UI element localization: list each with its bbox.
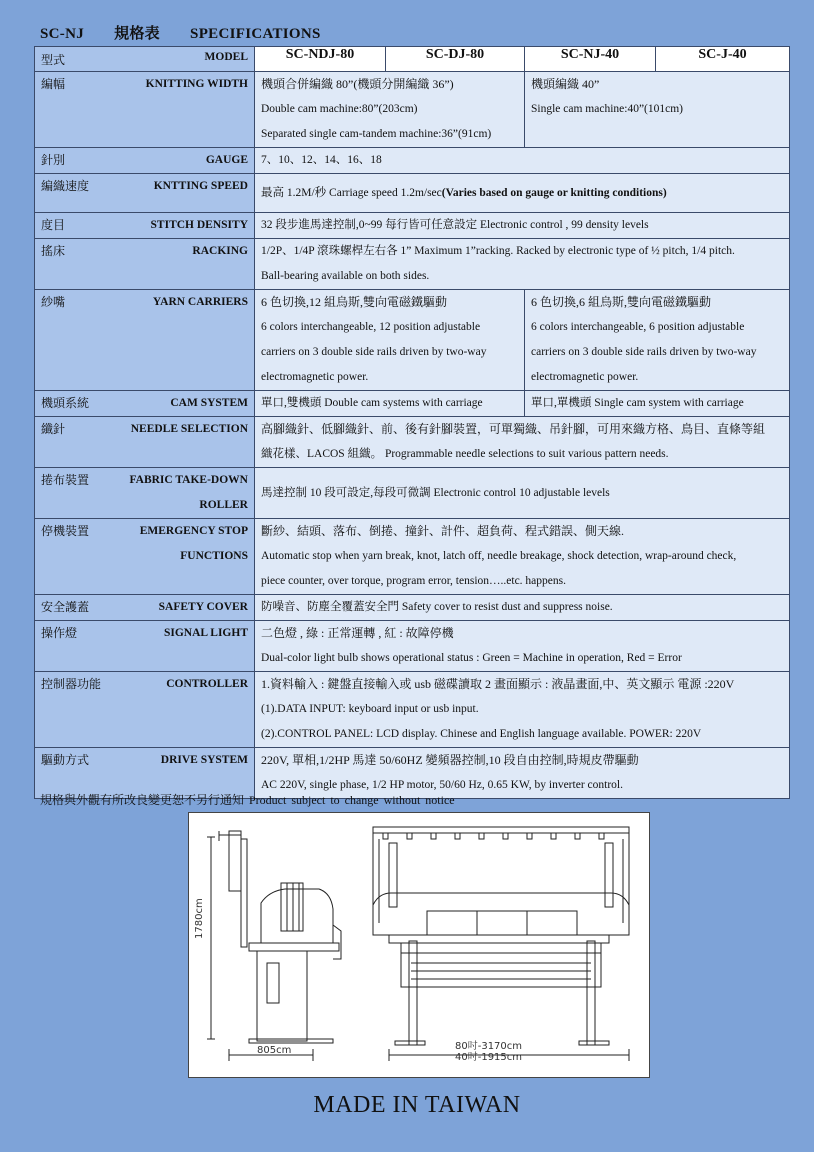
knitting-speed-label bbox=[35, 174, 255, 213]
cam-system-label bbox=[35, 391, 255, 417]
value-line: 6 colors interchangeable, 6 position adjustable bbox=[531, 321, 745, 333]
needle-selection-row bbox=[35, 417, 790, 468]
value-line: 機頭合併編織 80”(機頭分開編織 36”) bbox=[261, 77, 454, 91]
model-sc-dj-80: SC-DJ-80 bbox=[386, 47, 525, 72]
knitting-speed-row bbox=[35, 174, 790, 213]
needle-selection-value bbox=[255, 417, 790, 468]
yarn-carriers-label bbox=[35, 290, 255, 391]
gauge-label bbox=[35, 148, 255, 174]
value-line: Single cam machine:40”(101cm) bbox=[531, 103, 684, 115]
yarn-carriers-40-value bbox=[525, 290, 790, 391]
knitting-width-en: KNITTING WIDTH bbox=[145, 78, 248, 90]
fabric-takedown-zh: 捲布裝置 bbox=[41, 473, 90, 487]
controller-row bbox=[35, 672, 790, 748]
knitting-width-row bbox=[35, 72, 790, 148]
depth-label: 805cm bbox=[257, 1045, 292, 1056]
value-line: carriers on 3 double side rails driven by two-way bbox=[531, 346, 757, 358]
safety-cover-label bbox=[35, 595, 255, 621]
racking-value bbox=[255, 239, 790, 290]
heading-zh: 規格表 bbox=[114, 26, 160, 42]
front-cover-outline bbox=[373, 893, 629, 935]
cam-system-40-value bbox=[525, 391, 790, 417]
signal-light-value bbox=[255, 621, 790, 672]
value-line: 馬達控制 10 段可設定,每段可微調 Electronic control 10 adjustable levels bbox=[261, 486, 610, 499]
value-line: 1/2P、1/4P 滾珠螺桿左右各 1” Maximum 1”racking. Racked by electronic type of ½ pitch, 1/4 pitch. bbox=[261, 245, 735, 257]
knitting-speed-value bbox=[255, 174, 790, 213]
safety-cover-row bbox=[35, 595, 790, 621]
emergency-stop-en-2: FUNCTIONS bbox=[180, 550, 248, 562]
racking-row bbox=[35, 239, 790, 290]
stitch-density-row bbox=[35, 213, 790, 239]
value-line: Double cam machine:80”(203cm) bbox=[261, 103, 418, 115]
front-base-outline bbox=[401, 943, 601, 987]
emergency-stop-en: EMERGENCY STOP bbox=[139, 525, 248, 537]
value-line: electromagnetic power. bbox=[531, 371, 639, 383]
value-line: 1.資料輸入 : 鍵盤直接輸入或 usb 磁碟讀取 2 畫面顯示 : 液晶畫面,中、英文顯示 電源 :220V bbox=[261, 677, 735, 691]
racking-zh: 搖床 bbox=[41, 244, 66, 258]
value-line: 6 colors interchangeable, 12 position adjustable bbox=[261, 321, 481, 333]
value-line: 機頭編織 40” bbox=[531, 77, 600, 91]
page-heading bbox=[40, 22, 343, 43]
gauge-row bbox=[35, 148, 790, 174]
stitch-density-label bbox=[35, 213, 255, 239]
signal-light-en: SIGNAL LIGHT bbox=[163, 627, 248, 639]
safety-cover-en: SAFETY COVER bbox=[158, 601, 248, 613]
height-label: 1780cm bbox=[194, 898, 205, 939]
value-line: Dual-color light bulb shows operational status : Green = Machine in operation, Red = Error bbox=[261, 652, 682, 664]
knitting-speed-zh: 編織速度 bbox=[41, 179, 90, 193]
safety-cover-zh: 安全護蓋 bbox=[41, 600, 90, 614]
yarn-carriers-80-value bbox=[255, 290, 525, 391]
fabric-takedown-row bbox=[35, 468, 790, 519]
fabric-takedown-value bbox=[255, 468, 790, 519]
value-line: 二色燈 , 綠 : 正常運轉 , 紅 : 故障停機 bbox=[261, 626, 454, 640]
signal-light-row bbox=[35, 621, 790, 672]
signal-light-label bbox=[35, 621, 255, 672]
signal-light-zh: 操作燈 bbox=[41, 626, 78, 640]
controller-value bbox=[255, 672, 790, 748]
knitting-width-80-value bbox=[255, 72, 525, 148]
value-line: 32 段步進馬達控制,0~99 每行皆可任意設定 Electronic control , 99 density levels bbox=[261, 219, 649, 231]
stitch-density-value bbox=[255, 213, 790, 239]
gauge-value bbox=[255, 148, 790, 174]
cam-system-zh: 機頭系統 bbox=[41, 396, 90, 410]
model-label-zh: 型式 bbox=[41, 52, 66, 67]
value-line: (1).DATA INPUT: keyboard input or usb input. bbox=[261, 703, 479, 715]
cam-system-80-value bbox=[255, 391, 525, 417]
needle-selection-en: NEEDLE SELECTION bbox=[130, 423, 248, 435]
yarn-carriers-zh: 紗嘴 bbox=[41, 295, 66, 309]
stitch-density-en: STITCH DENSITY bbox=[150, 219, 248, 231]
yarn-carriers-en: YARN CARRIERS bbox=[152, 296, 248, 308]
heading-en: SPECIFICATIONS bbox=[190, 26, 321, 42]
value-line: electromagnetic power. bbox=[261, 371, 369, 383]
value-line: 斷紗、結頭、落布、倒捲、撞針、計件、超負荷、程式錯誤、側天線. bbox=[261, 524, 625, 538]
made-in-taiwan: MADE IN TAIWAN bbox=[313, 1092, 521, 1118]
side-base-cabinet bbox=[257, 951, 307, 1041]
value-line: 防噪音、防塵全覆蓋安全門 Safety cover to resist dust and suppress noise. bbox=[261, 601, 613, 613]
side-carriage-outline bbox=[261, 889, 333, 943]
value-line: 6 色切換,12 組烏斯,雙向電磁鐵驅動 bbox=[261, 295, 448, 309]
emergency-stop-row bbox=[35, 519, 790, 595]
knitting-width-zh: 編幅 bbox=[41, 77, 66, 91]
fabric-takedown-label bbox=[35, 468, 255, 519]
cam-system-en: CAM SYSTEM bbox=[170, 397, 248, 409]
fabric-takedown-en-2: ROLLER bbox=[199, 499, 248, 511]
gauge-en: GAUGE bbox=[205, 154, 248, 166]
cam-system-row bbox=[35, 391, 790, 417]
speed-note: (Varies based on gauge or knitting conditions) bbox=[441, 186, 667, 199]
fabric-takedown-en: FABRIC TAKE-DOWN bbox=[129, 474, 248, 486]
knitting-width-40-value bbox=[525, 72, 790, 148]
model-row bbox=[35, 47, 790, 72]
value-line: 高腳織針、低腳織針、前、後有針腳裝置，可單獨織、吊針腳，可用來織方格、鳥目、直條等組 bbox=[261, 422, 766, 436]
controller-label bbox=[35, 672, 255, 748]
value-line: 220V, 單相,1/2HP 馬達 50/60HZ 變頻器控制,10 段自由控制,時規皮帶驅動 bbox=[261, 753, 639, 767]
value-line: 織花樣、LACOS 組織。 Programmable needle selections to suit various pattern needs. bbox=[261, 448, 669, 460]
model-label-cell bbox=[35, 47, 255, 72]
emergency-stop-label bbox=[35, 519, 255, 595]
value-line: Separated single cam-tandem machine:36”(91cm) bbox=[261, 128, 492, 140]
value-line: 7、10、12、14、16、18 bbox=[261, 154, 382, 166]
emergency-stop-zh: 停機裝置 bbox=[41, 524, 90, 538]
knitting-speed-en: KNTTING SPEED bbox=[153, 180, 248, 192]
value-line: (2).CONTROL PANEL: LCD display. Chinese and English language available. POWER: 220V bbox=[261, 728, 702, 740]
side-frame-post bbox=[229, 831, 241, 891]
width-40-label: 40吋-1915cm bbox=[455, 1052, 523, 1063]
value-line: 單口,單機頭 Single cam system with carriage bbox=[531, 397, 744, 409]
heading-code: SC-NJ bbox=[40, 26, 85, 42]
value-line: 6 色切換,6 組烏斯,雙向電磁鐵驅動 bbox=[531, 295, 712, 309]
value-line: Automatic stop when yarn break, knot, latch off, needle breakage, shock detection, wrap-around check, bbox=[261, 550, 737, 562]
controller-zh: 控制器功能 bbox=[41, 677, 102, 691]
drive-system-en: DRIVE SYSTEM bbox=[160, 754, 248, 766]
value-line: AC 220V, single phase, 1/2 HP motor, 50/60 Hz, 0.65 KW, by inverter control. bbox=[261, 779, 623, 791]
specifications-table bbox=[34, 46, 790, 799]
model-sc-ndj-80: SC-NDJ-80 bbox=[255, 47, 386, 72]
emergency-stop-value bbox=[255, 519, 790, 595]
racking-label bbox=[35, 239, 255, 290]
needle-selection-label bbox=[35, 417, 255, 468]
value-line: Ball-bearing available on both sides. bbox=[261, 270, 430, 282]
model-sc-j-40: SC-J-40 bbox=[656, 47, 790, 72]
machine-drawing bbox=[188, 812, 650, 1078]
controller-en: CONTROLLER bbox=[166, 678, 248, 690]
value-line: piece counter, over torque, program error, tension…..etc. happens. bbox=[261, 575, 566, 587]
yarn-carriers-row bbox=[35, 290, 790, 391]
width-80-label: 80吋-3170cm bbox=[455, 1041, 523, 1052]
gauge-zh: 針別 bbox=[41, 153, 66, 167]
speed-text: 最高 1.2M/秒 Carriage speed 1.2m/sec bbox=[261, 186, 442, 199]
model-sc-nj-40: SC-NJ-40 bbox=[525, 47, 656, 72]
change-notice: 規格與外觀有所改良變更恕不另行通知 Product subject to change without notice bbox=[40, 793, 455, 807]
model-label-en: MODEL bbox=[204, 50, 248, 63]
racking-en: RACKING bbox=[192, 245, 248, 257]
knitting-width-label bbox=[35, 72, 255, 148]
safety-cover-value bbox=[255, 595, 790, 621]
machine-drawing-svg bbox=[189, 813, 649, 1077]
drive-system-zh: 驅動方式 bbox=[41, 753, 90, 767]
stitch-density-zh: 度目 bbox=[41, 218, 66, 232]
value-line: carriers on 3 double side rails driven by two-way bbox=[261, 346, 487, 358]
needle-selection-zh: 纖針 bbox=[41, 422, 66, 436]
value-line: 單口,雙機頭 Double cam systems with carriage bbox=[261, 397, 483, 409]
